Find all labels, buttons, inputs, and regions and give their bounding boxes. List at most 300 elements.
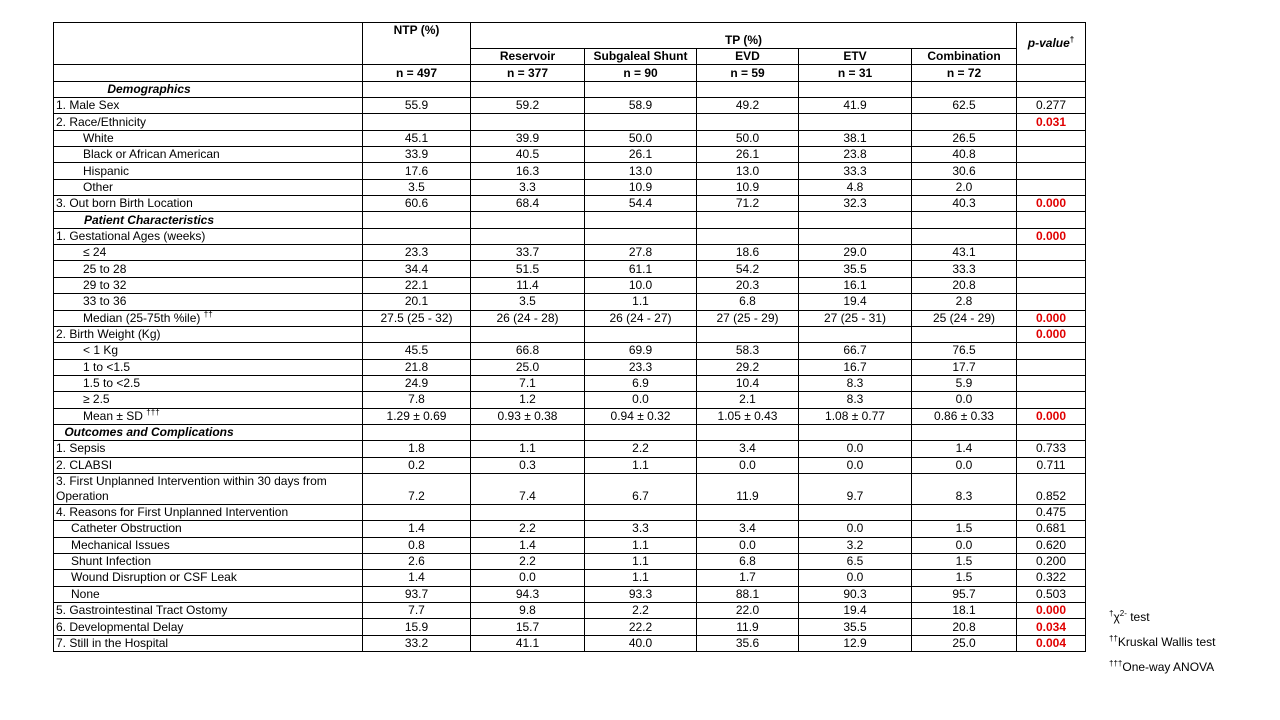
value-cell: 33.3 [799, 163, 912, 179]
empty-cell [363, 424, 471, 440]
row-label [54, 294, 363, 310]
empty-cell [471, 424, 585, 440]
value-cell: 0.0 [697, 537, 799, 553]
value-cell: 23.8 [799, 147, 912, 163]
row-label-text: 5. Gastrointestinal Tract Ostomy [56, 603, 228, 618]
value-cell: 9.8 [471, 603, 585, 619]
row-label-text: Catheter Obstruction [71, 521, 182, 536]
row-label-text: < 1 Kg [83, 343, 119, 358]
value-cell: 7.7 [363, 603, 471, 619]
value-cell: 35.5 [799, 619, 912, 635]
value-cell: 8.3 [799, 375, 912, 391]
value-cell: 1.5 [912, 553, 1017, 569]
value-cell: 2.1 [697, 392, 799, 408]
value-cell: 1.7 [697, 570, 799, 586]
value-cell: 16.1 [799, 277, 912, 293]
value-cell: 41.1 [471, 635, 585, 651]
section-heading: Patient Characteristics [54, 212, 363, 228]
value-cell: 22.1 [363, 277, 471, 293]
value-cell: 2.2 [471, 553, 585, 569]
value-cell: 33.7 [471, 245, 585, 261]
value-cell: 19.4 [799, 294, 912, 310]
empty-cell [912, 81, 1017, 97]
value-cell: 15.7 [471, 619, 585, 635]
value-cell: 29.0 [799, 245, 912, 261]
value-cell: 9.7 [799, 473, 912, 504]
empty-cell [799, 212, 912, 228]
row-label [54, 635, 363, 651]
value-cell: 2.2 [585, 441, 697, 457]
value-cell: 0.94 ± 0.32 [585, 408, 697, 424]
value-cell: 62.5 [912, 98, 1017, 114]
value-cell: 26 (24 - 27) [585, 310, 697, 326]
value-cell: 71.2 [697, 196, 799, 212]
value-cell: 1.08 ± 0.77 [799, 408, 912, 424]
pvalue-cell: 0.852 [1017, 473, 1086, 504]
value-cell: 1.4 [471, 537, 585, 553]
value-cell: 0.2 [363, 457, 471, 473]
row-label-text: 33 to 36 [83, 294, 127, 309]
empty-cell [912, 212, 1017, 228]
value-cell: 32.3 [799, 196, 912, 212]
value-cell: 1.4 [912, 441, 1017, 457]
n-label-blank [54, 65, 363, 81]
table-row-black [54, 147, 1086, 163]
value-cell [697, 504, 799, 520]
row-label-text: Wound Disruption or CSF Leak [71, 570, 237, 585]
value-cell: 95.7 [912, 586, 1017, 602]
table-row-shunt [54, 553, 1086, 569]
row-label-text: 7. Still in the Hospital [56, 635, 169, 650]
row-label-text: Hispanic [83, 163, 130, 178]
row-label-text: 4. Reasons for First Unplanned Intervention [56, 505, 289, 520]
row-label-text: Black or African American [83, 147, 220, 162]
value-cell: 1.1 [585, 457, 697, 473]
value-cell: 30.6 [912, 163, 1017, 179]
value-cell: 0.86 ± 0.33 [912, 408, 1017, 424]
row-label-text: ≥ 2.5 [83, 392, 110, 407]
empty-cell [1017, 81, 1086, 97]
value-cell [363, 228, 471, 244]
empty-cell [912, 424, 1017, 440]
pvalue-cell [1017, 261, 1086, 277]
value-cell: 11.9 [697, 473, 799, 504]
value-cell: 25.0 [471, 359, 585, 375]
footnote-chi-square: $^\dagger\chi^{2-}$ test [1109, 609, 1150, 624]
value-cell: 60.6 [363, 196, 471, 212]
value-cell: 0.0 [697, 457, 799, 473]
value-cell [363, 504, 471, 520]
pvalue-cell [1017, 179, 1086, 195]
empty-cell [585, 424, 697, 440]
table-row-g29 [54, 277, 1086, 293]
value-cell: 13.0 [697, 163, 799, 179]
pvalue-cell: 0.000 [1017, 310, 1086, 326]
value-cell: 6.5 [799, 553, 912, 569]
value-cell: 51.5 [471, 261, 585, 277]
table-row-gmed [54, 310, 1086, 326]
value-cell: 26.1 [585, 147, 697, 163]
value-cell: 34.4 [363, 261, 471, 277]
pvalue-cell: 0.733 [1017, 441, 1086, 457]
value-cell: 33.3 [912, 261, 1017, 277]
value-cell: 13.0 [585, 163, 697, 179]
value-cell: 16.3 [471, 163, 585, 179]
table-row-race [54, 114, 1086, 130]
value-cell: 0.0 [799, 521, 912, 537]
row-label [54, 130, 363, 146]
n-reservoir: n = 377 [471, 65, 585, 81]
row-label-text: 6. Developmental Delay [56, 619, 184, 634]
value-cell: 4.8 [799, 179, 912, 195]
value-cell: 17.7 [912, 359, 1017, 375]
value-cell: 76.5 [912, 343, 1017, 359]
value-cell [697, 228, 799, 244]
row-label-text: Mechanical Issues [71, 537, 170, 552]
value-cell: 1.1 [585, 537, 697, 553]
footnote-mark: †† [203, 310, 213, 319]
pvalue-cell: 0.503 [1017, 586, 1086, 602]
row-label-text: 3. First Unplanned Intervention within 30 days from Operation [56, 473, 327, 503]
value-cell: 16.7 [799, 359, 912, 375]
table-row-white [54, 130, 1086, 146]
value-cell: 18.1 [912, 603, 1017, 619]
row-label-text: Shunt Infection [71, 554, 152, 569]
value-cell: 59.2 [471, 98, 585, 114]
value-cell [363, 326, 471, 342]
table-row-bw4 [54, 392, 1086, 408]
row-label-text: 2. CLABSI [56, 457, 113, 472]
footnote-mark: ††† [146, 408, 160, 417]
value-cell: 1.1 [585, 570, 697, 586]
value-cell: 3.3 [471, 179, 585, 195]
row-label-text: None [71, 586, 100, 601]
group-header-combination: Combination [912, 49, 1017, 65]
value-cell: 8.3 [912, 473, 1017, 504]
value-cell [471, 504, 585, 520]
row-label [54, 570, 363, 586]
table-row-dev [54, 619, 1086, 635]
n-pvalue-blank [1017, 65, 1086, 81]
value-cell: 19.4 [799, 603, 912, 619]
value-cell: 17.6 [363, 163, 471, 179]
section-row-patient [54, 212, 1086, 228]
value-cell: 0.0 [471, 570, 585, 586]
row-label [54, 245, 363, 261]
value-cell: 41.9 [799, 98, 912, 114]
row-label [54, 277, 363, 293]
ntp-header: NTP (%) [363, 23, 471, 65]
value-cell: 0.0 [799, 441, 912, 457]
value-cell: 0.0 [799, 570, 912, 586]
value-cell: 66.7 [799, 343, 912, 359]
value-cell: 25.0 [912, 635, 1017, 651]
section-heading: Demographics [54, 81, 363, 97]
row-label [54, 163, 363, 179]
row-label-text: Other [83, 179, 114, 194]
value-cell: 88.1 [697, 586, 799, 602]
table-row-g25 [54, 261, 1086, 277]
value-cell: 10.4 [697, 375, 799, 391]
value-cell [471, 114, 585, 130]
empty-cell [697, 212, 799, 228]
row-label [54, 537, 363, 553]
value-cell: 0.0 [585, 392, 697, 408]
group-header-subgaleal: Subgaleal Shunt [585, 49, 697, 65]
row-label [54, 504, 363, 520]
value-cell: 0.93 ± 0.38 [471, 408, 585, 424]
value-cell: 7.4 [471, 473, 585, 504]
table-row-bw1 [54, 343, 1086, 359]
value-cell: 68.4 [471, 196, 585, 212]
empty-cell [799, 81, 912, 97]
n-ntp: n = 497 [363, 65, 471, 81]
value-cell: 40.8 [912, 147, 1017, 163]
value-cell [471, 228, 585, 244]
group-header-etv: ETV [799, 49, 912, 65]
empty-cell [363, 212, 471, 228]
section-heading: Outcomes and Complications [54, 424, 363, 440]
value-cell: 2.8 [912, 294, 1017, 310]
pvalue-cell [1017, 147, 1086, 163]
value-cell: 0.0 [912, 392, 1017, 408]
value-cell: 93.7 [363, 586, 471, 602]
value-cell: 1.05 ± 0.43 [697, 408, 799, 424]
value-cell: 3.4 [697, 521, 799, 537]
value-cell: 58.3 [697, 343, 799, 359]
value-cell: 50.0 [585, 130, 697, 146]
empty-cell [799, 424, 912, 440]
value-cell [799, 114, 912, 130]
value-cell: 54.2 [697, 261, 799, 277]
value-cell: 1.4 [363, 521, 471, 537]
value-cell: 27.8 [585, 245, 697, 261]
value-cell: 22.2 [585, 619, 697, 635]
table-row-none [54, 586, 1086, 602]
pvalue-cell: 0.277 [1017, 98, 1086, 114]
pvalue-cell: 0.004 [1017, 635, 1086, 651]
row-label [54, 326, 363, 342]
value-cell [363, 114, 471, 130]
row-label [54, 261, 363, 277]
table-row-firstint [54, 473, 1086, 504]
value-cell: 27.5 (25 - 32) [363, 310, 471, 326]
value-cell: 55.9 [363, 98, 471, 114]
row-label-text: 3. Out born Birth Location [56, 196, 193, 211]
value-cell: 0.0 [912, 537, 1017, 553]
pvalue-cell: 0.000 [1017, 326, 1086, 342]
row-label [54, 408, 363, 424]
row-label [54, 310, 363, 326]
value-cell: 11.4 [471, 277, 585, 293]
value-cell: 3.4 [697, 441, 799, 457]
n-combination: n = 72 [912, 65, 1017, 81]
value-cell: 23.3 [363, 245, 471, 261]
pvalue-cell [1017, 375, 1086, 391]
pvalue-cell: 0.711 [1017, 457, 1086, 473]
pvalue-cell: 0.000 [1017, 228, 1086, 244]
pvalue-cell [1017, 392, 1086, 408]
value-cell: 33.9 [363, 147, 471, 163]
value-cell: 2.0 [912, 179, 1017, 195]
value-cell: 1.29 ± 0.69 [363, 408, 471, 424]
value-cell: 22.0 [697, 603, 799, 619]
value-cell: 27 (25 - 29) [697, 310, 799, 326]
empty-cell [363, 81, 471, 97]
value-cell [912, 228, 1017, 244]
value-cell: 3.2 [799, 537, 912, 553]
value-cell: 93.3 [585, 586, 697, 602]
table-row-wound [54, 570, 1086, 586]
value-cell: 1.2 [471, 392, 585, 408]
empty-cell [471, 212, 585, 228]
table-row-male [54, 98, 1086, 114]
table-row-bwmean [54, 408, 1086, 424]
pvalue-cell: 0.000 [1017, 196, 1086, 212]
value-cell: 5.9 [912, 375, 1017, 391]
value-cell: 3.5 [471, 294, 585, 310]
value-cell: 10.0 [585, 277, 697, 293]
value-cell: 39.9 [471, 130, 585, 146]
value-cell: 6.7 [585, 473, 697, 504]
value-cell [912, 326, 1017, 342]
row-label-text: 1. Male Sex [56, 98, 120, 113]
pvalue-cell: 0.322 [1017, 570, 1086, 586]
value-cell: 21.8 [363, 359, 471, 375]
row-label [54, 228, 363, 244]
value-cell: 50.0 [697, 130, 799, 146]
n-etv: n = 31 [799, 65, 912, 81]
value-cell: 26 (24 - 28) [471, 310, 585, 326]
table-row-outborn [54, 196, 1086, 212]
row-label-text: Mean ± SD [83, 408, 143, 423]
value-cell: 1.1 [585, 294, 697, 310]
value-cell: 3.5 [363, 179, 471, 195]
row-label [54, 603, 363, 619]
value-cell: 20.8 [912, 277, 1017, 293]
value-cell: 1.1 [471, 441, 585, 457]
value-cell: 8.3 [799, 392, 912, 408]
value-cell: 7.1 [471, 375, 585, 391]
table-row-bw2 [54, 359, 1086, 375]
value-cell: 35.6 [697, 635, 799, 651]
value-cell [799, 228, 912, 244]
section-row-outcomes [54, 424, 1086, 440]
row-label [54, 359, 363, 375]
value-cell: 2.2 [471, 521, 585, 537]
pvalue-cell: 0.000 [1017, 408, 1086, 424]
value-cell: 49.2 [697, 98, 799, 114]
row-label [54, 392, 363, 408]
pvalue-cell: 0.681 [1017, 521, 1086, 537]
value-cell [585, 228, 697, 244]
value-cell [697, 326, 799, 342]
table-row-other [54, 179, 1086, 195]
row-label [54, 98, 363, 114]
row-label-text: 1.5 to <2.5 [83, 376, 141, 391]
value-cell [585, 326, 697, 342]
results-table [53, 22, 1086, 652]
row-label [54, 521, 363, 537]
row-label [54, 375, 363, 391]
value-cell: 6.9 [585, 375, 697, 391]
value-cell [799, 326, 912, 342]
value-cell: 0.0 [912, 457, 1017, 473]
value-cell: 27 (25 - 31) [799, 310, 912, 326]
table-row-bw [54, 326, 1086, 342]
pvalue-cell [1017, 245, 1086, 261]
value-cell: 23.3 [585, 359, 697, 375]
row-label-text: 1. Sepsis [56, 441, 106, 456]
table-row-mech [54, 537, 1086, 553]
value-cell: 58.9 [585, 98, 697, 114]
value-cell [799, 504, 912, 520]
value-cell: 38.1 [799, 130, 912, 146]
pvalue-cell: 0.000 [1017, 603, 1086, 619]
pvalue-cell: 0.200 [1017, 553, 1086, 569]
row-label-text: 2. Birth Weight (Kg) [56, 327, 161, 342]
value-cell: 18.6 [697, 245, 799, 261]
empty-cell [585, 81, 697, 97]
row-label [54, 441, 363, 457]
empty-cell [697, 424, 799, 440]
row-label [54, 114, 363, 130]
empty-cell [1017, 212, 1086, 228]
n-subgaleal: n = 90 [585, 65, 697, 81]
value-cell: 40.3 [912, 196, 1017, 212]
value-cell [697, 114, 799, 130]
table-row-sepsis [54, 441, 1086, 457]
row-label [54, 553, 363, 569]
value-cell: 45.5 [363, 343, 471, 359]
row-label-text: White [83, 130, 114, 145]
empty-cell [697, 81, 799, 97]
value-cell: 11.9 [697, 619, 799, 635]
value-cell: 0.8 [363, 537, 471, 553]
row-label-text: 1 to <1.5 [83, 359, 131, 374]
pvalue-cell [1017, 343, 1086, 359]
table-row-hosp [54, 635, 1086, 651]
table-row-g33 [54, 294, 1086, 310]
footnote-anova: †††One-way ANOVA [1109, 659, 1215, 674]
row-label [54, 343, 363, 359]
row-label [54, 147, 363, 163]
value-cell: 40.0 [585, 635, 697, 651]
value-cell [471, 326, 585, 342]
row-label [54, 619, 363, 635]
pvalue-cell [1017, 130, 1086, 146]
value-cell [585, 114, 697, 130]
row-label [54, 457, 363, 473]
row-label [54, 473, 363, 504]
value-cell: 2.6 [363, 553, 471, 569]
value-cell: 1.8 [363, 441, 471, 457]
value-cell: 1.5 [912, 521, 1017, 537]
value-cell: 1.4 [363, 570, 471, 586]
value-cell: 33.2 [363, 635, 471, 651]
value-cell: 1.5 [912, 570, 1017, 586]
value-cell: 20.3 [697, 277, 799, 293]
table-row-bw3 [54, 375, 1086, 391]
table-row-gest [54, 228, 1086, 244]
table-row-g24 [54, 245, 1086, 261]
value-cell: 10.9 [585, 179, 697, 195]
table-row-gi [54, 603, 1086, 619]
value-cell: 25 (24 - 29) [912, 310, 1017, 326]
table-row-reasons [54, 504, 1086, 520]
row-label [54, 179, 363, 195]
row-label-text: 1. Gestational Ages (weeks) [56, 228, 206, 243]
